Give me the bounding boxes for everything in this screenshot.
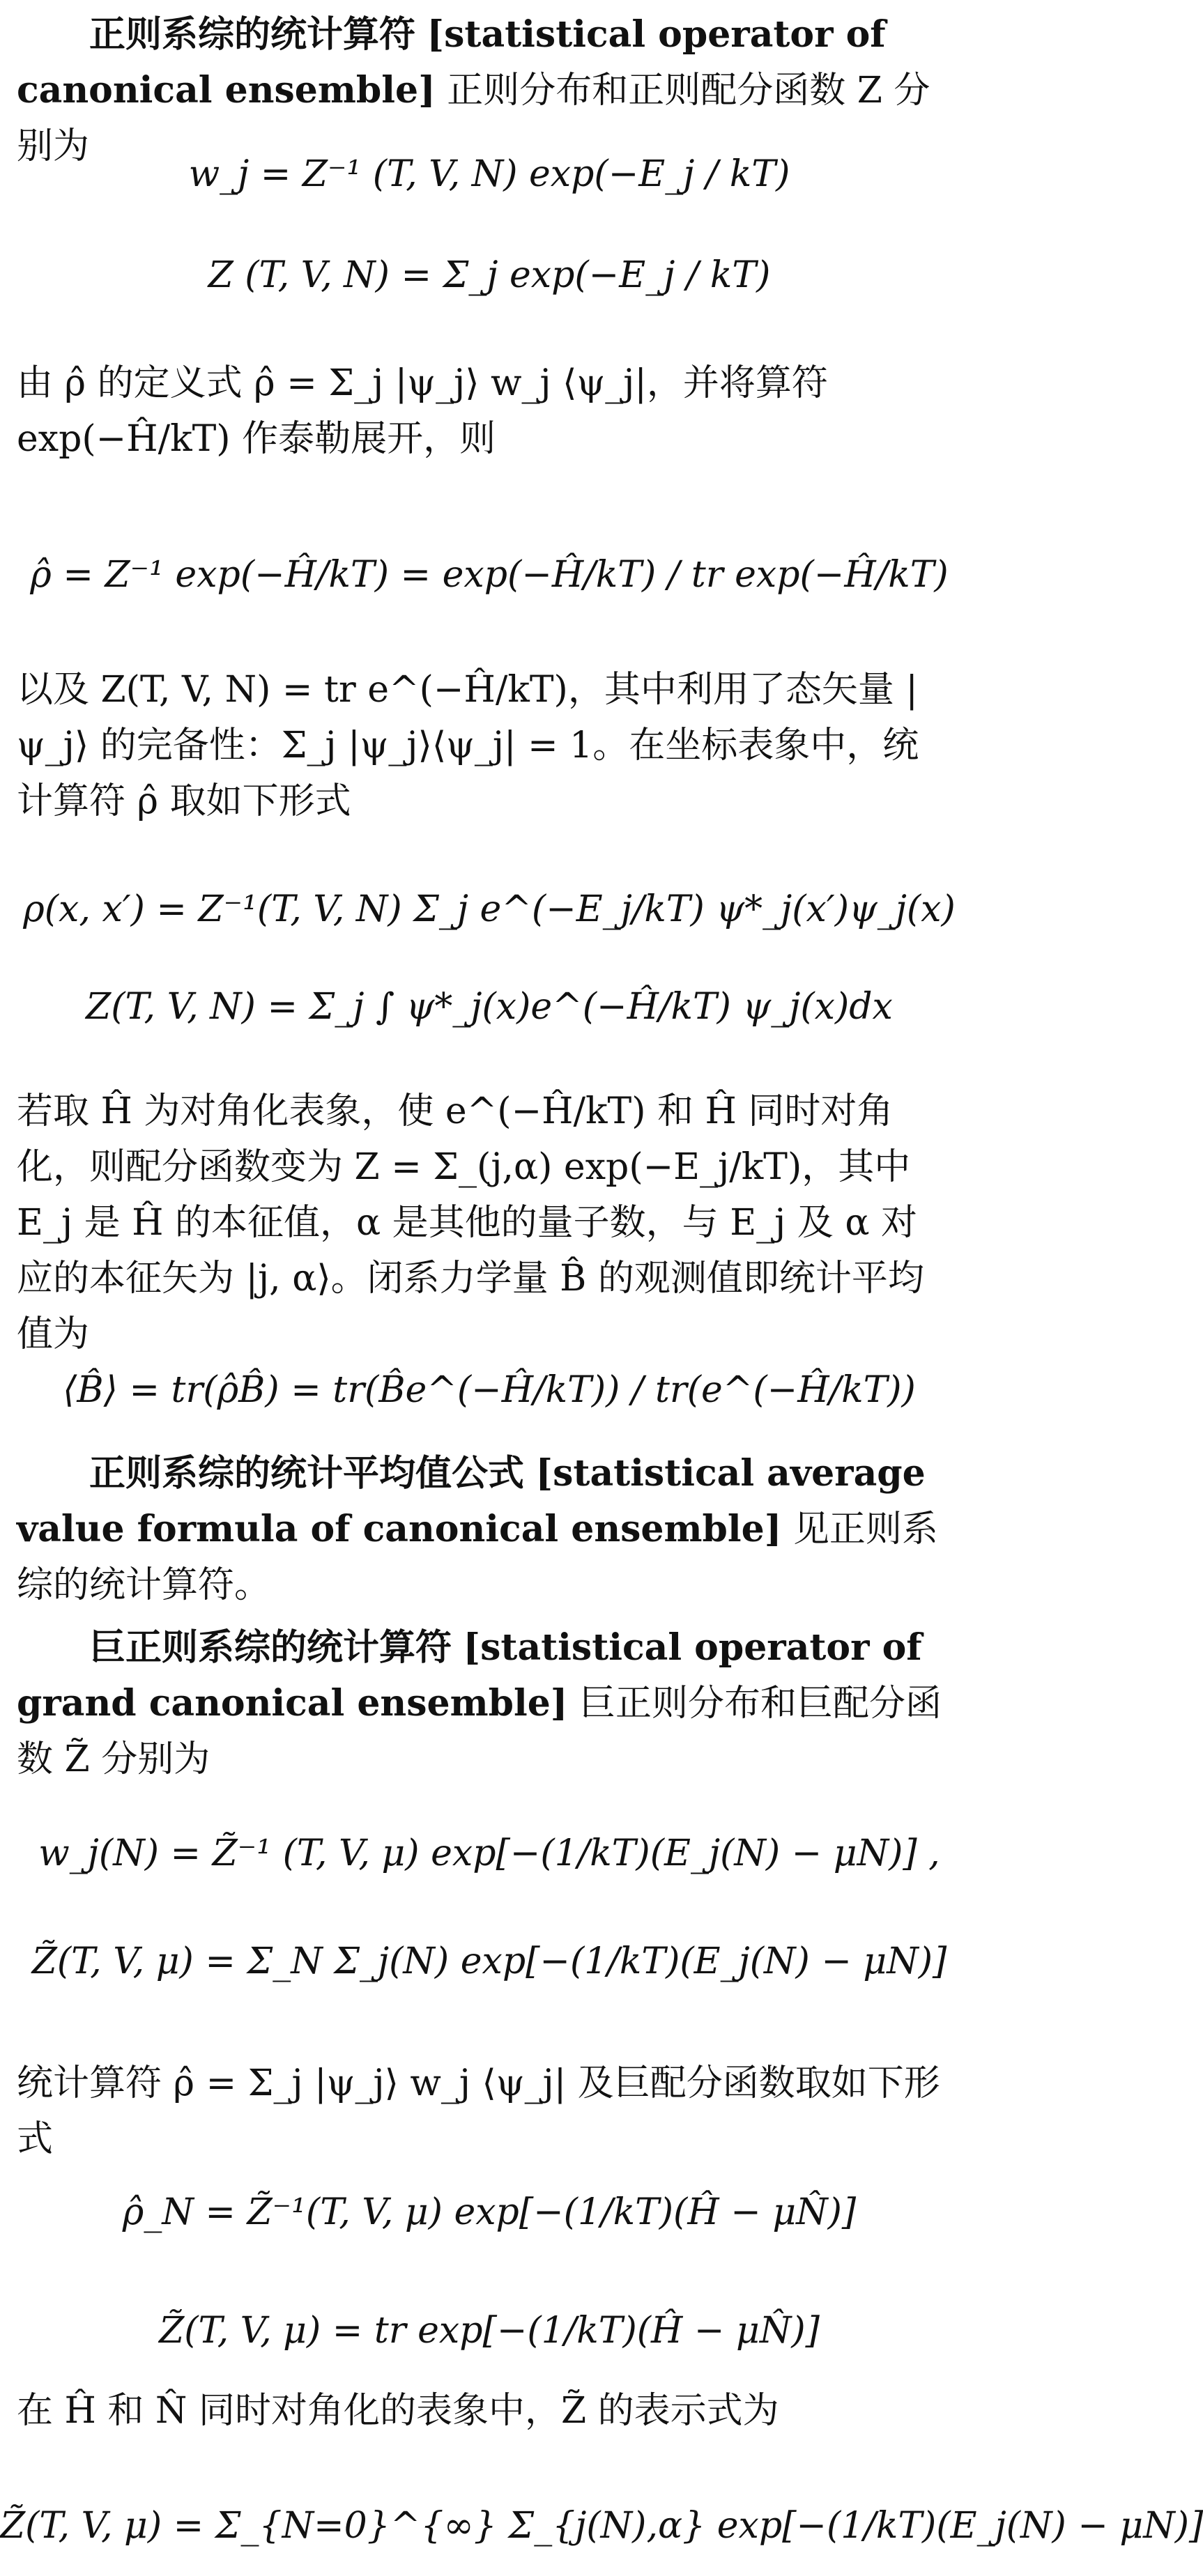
equation-grand-partition-trace: Z̃(T, V, μ) = tr exp[−(1/kT)(Ĥ − μN̂)] — [159, 2310, 820, 2352]
equation-canonical-distribution: w_j = Z⁻¹ (T, V, N) exp(−E_j / kT) — [188, 153, 790, 195]
paragraph-grand-operator: 统计算符 ρ̂ = Σ_j |ψ_j⟩ w_j ⟨ψ_j| 及巨配分函数取如下形式 — [17, 2062, 940, 2160]
entry-english-term: [statistical operator of canonical ensemble] — [17, 13, 886, 111]
paragraph-completeness: 以及 Z(T, V, N) = tr e^(−Ĥ/kT)，其中利用了态矢量 |ψ_j⟩ 的完备性：Σ_j |ψ_j⟩⟨ψ_j| = 1。在坐标表象中，统计算符 ρ̂ 取如下形式 — [17, 669, 919, 822]
entry-grand-canonical-operator — [17, 1620, 951, 1787]
paragraph-grand-diagonal: 在 Ĥ 和 N̂ 同时对角化的表象中，Z̃ 的表示式为 — [17, 2390, 779, 2432]
equation-grand-distribution: w_j(N) = Z̃⁻¹ (T, V, μ) exp[−(1/kT)(E_j(N) − μN)] , — [38, 1833, 940, 1874]
paragraph-density-definition: 由 ρ̂ 的定义式 ρ̂ = Σ_j |ψ_j⟩ w_j ⟨ψ_j|，并将算符 exp(−Ĥ/kT) 作泰勒展开，则 — [17, 362, 828, 460]
equation-grand-partition-sum: Z̃(T, V, μ) = Σ_{N=0}^{∞} Σ_{j(N),α} exp[−(1/kT)(E_j(N) − μN)] — [0, 2505, 1203, 2547]
entry-text: 见正则系综的统计算符。 — [17, 1509, 938, 1606]
entry-statistical-average-formula — [17, 1446, 951, 1613]
equation-statistical-average: ⟨B̂⟩ = tr(ρ̂B̂) = tr(B̂e^(−Ĥ/kT)) / tr(e^(−Ĥ/kT)) — [63, 1369, 916, 1411]
entry-heading: 正则系综的统计平均值公式 — [89, 1453, 525, 1495]
entry-english-term: [statistical average value formula of canonical ensemble] — [17, 1452, 926, 1550]
entry-english-term: [statistical operator of grand canonical ensemble] — [17, 1626, 922, 1725]
entry-text: 巨正则分布和巨配分函数 Z̃ 分别为 — [17, 1683, 942, 1780]
equation-grand-density-operator: ρ̂_N = Z̃⁻¹(T, V, μ) exp[−(1/kT)(Ĥ − μN̂)] — [122, 2191, 857, 2233]
paragraph-diagonal-representation: 若取 Ĥ 为对角化表象，使 e^(−Ĥ/kT) 和 Ĥ 同时对角化，则配分函数变为 Z = Σ_(j,α) exp(−E_j/kT)，其中 E_j 是 Ĥ 的本征值，α 是其他的量子数，与 E_j 及 α 对应的本征矢为 |j, α⟩。闭系力学量 B̂ 的观测值即统计平均值为 — [17, 1090, 924, 1355]
entry-heading: 巨正则系综的统计算符 — [89, 1627, 452, 1669]
entry-heading: 正则系综的统计算符 — [89, 14, 416, 56]
equation-density-operator: ρ̂ = Z⁻¹ exp(−Ĥ/kT) = exp(−Ĥ/kT) / tr exp(−Ĥ/kT) — [30, 554, 949, 596]
entry-text: 正则分布和正则配分函数 Z 分别为 — [17, 70, 930, 167]
equation-partition-integral: Z(T, V, N) = Σ_j ∫ ψ*_j(x)e^(−Ĥ/kT) ψ_j(x)dx — [86, 986, 893, 1028]
equation-partition-function: Z (T, V, N) = Σ_j exp(−E_j / kT) — [208, 254, 771, 296]
equation-coordinate-representation: ρ(x, x′) = Z⁻¹(T, V, N) Σ_j e^(−E_j/kT) ψ*_j(x′)ψ_j(x) — [23, 888, 956, 930]
equation-grand-partition-function: Z̃(T, V, μ) = Σ_N Σ_j(N) exp[−(1/kT)(E_j(N) − μN)] — [31, 1941, 947, 1982]
